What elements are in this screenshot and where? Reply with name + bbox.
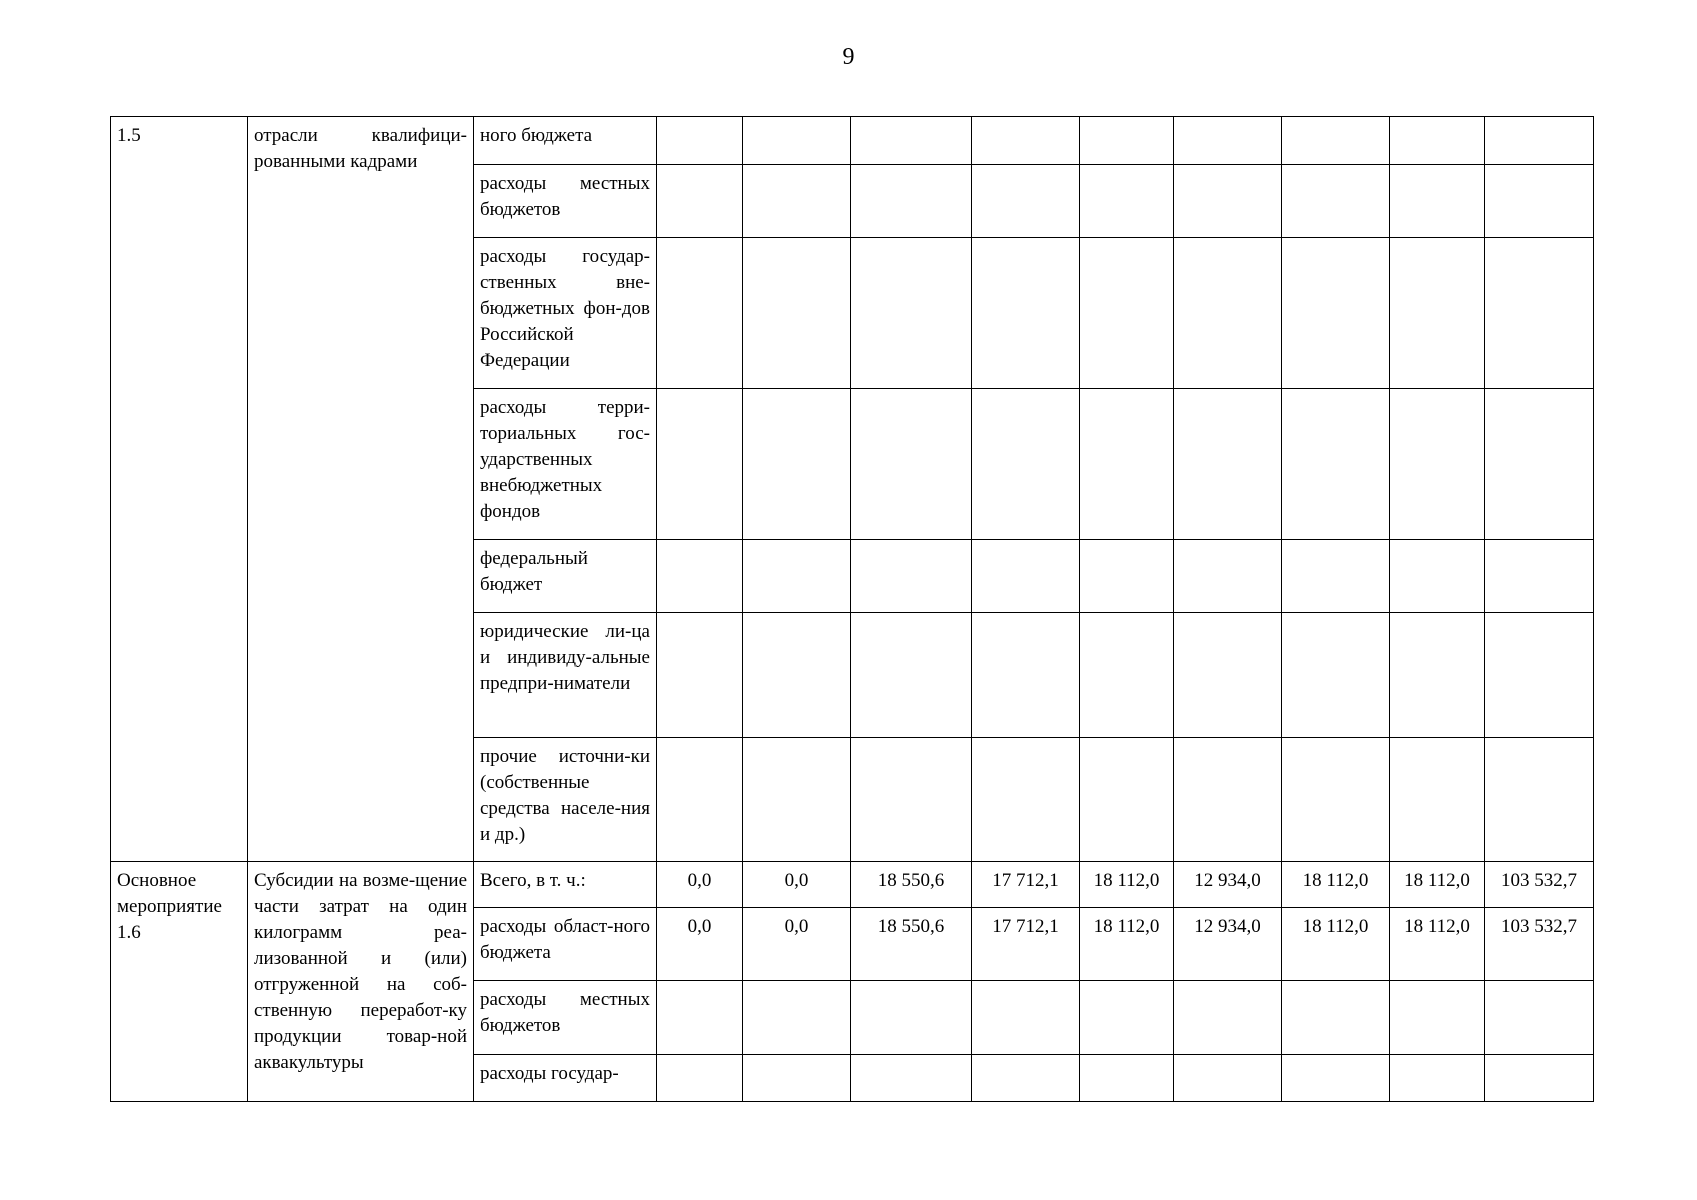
value-cell <box>1174 738 1282 862</box>
value-cell <box>1390 117 1485 165</box>
funding-source-cell: федеральный бюджет <box>474 540 657 613</box>
value-cell <box>1485 1055 1594 1102</box>
value-cell: 18 112,0 <box>1282 862 1390 908</box>
value-cell <box>1080 540 1174 613</box>
value-cell <box>1485 238 1594 389</box>
value-cell <box>972 389 1080 540</box>
value-cell <box>657 117 743 165</box>
value-cell <box>743 238 851 389</box>
value-cell <box>1390 540 1485 613</box>
funding-source-cell: расходы местных бюджетов <box>474 165 657 238</box>
table-row <box>111 862 1594 908</box>
value-cell <box>657 238 743 389</box>
value-cell <box>1174 165 1282 238</box>
value-cell <box>1174 613 1282 738</box>
value-cell <box>1282 389 1390 540</box>
value-cell <box>1080 738 1174 862</box>
value-cell <box>1174 389 1282 540</box>
value-cell: 18 550,6 <box>851 862 972 908</box>
value-cell <box>1282 981 1390 1055</box>
value-cell <box>743 389 851 540</box>
value-cell <box>972 981 1080 1055</box>
value-cell: 0,0 <box>743 862 851 908</box>
value-cell <box>657 389 743 540</box>
value-cell <box>1282 238 1390 389</box>
value-cell <box>851 389 972 540</box>
value-cell: 18 112,0 <box>1390 908 1485 981</box>
value-cell <box>1080 389 1174 540</box>
value-cell <box>1282 738 1390 862</box>
value-cell <box>972 238 1080 389</box>
funding-source-cell: расходы област-ного бюджета <box>474 908 657 981</box>
value-cell <box>657 738 743 862</box>
value-cell <box>1174 238 1282 389</box>
value-cell <box>1390 981 1485 1055</box>
value-cell <box>1485 540 1594 613</box>
funding-source-cell: юридические ли-ца и индивиду-альные предпри-ниматели <box>474 613 657 738</box>
value-cell <box>743 613 851 738</box>
value-cell <box>657 1055 743 1102</box>
value-cell <box>1080 238 1174 389</box>
value-cell <box>1174 981 1282 1055</box>
value-cell: 18 112,0 <box>1080 908 1174 981</box>
value-cell <box>1485 738 1594 862</box>
value-cell: 18 112,0 <box>1080 862 1174 908</box>
value-cell <box>851 613 972 738</box>
value-cell <box>1485 613 1594 738</box>
value-cell <box>972 117 1080 165</box>
value-cell: 0,0 <box>743 908 851 981</box>
value-cell <box>657 165 743 238</box>
funding-source-cell: Всего, в т. ч.: <box>474 862 657 908</box>
value-cell <box>1174 540 1282 613</box>
value-cell <box>851 981 972 1055</box>
value-cell <box>1174 117 1282 165</box>
value-cell <box>851 1055 972 1102</box>
value-cell <box>1390 238 1485 389</box>
value-cell <box>1080 1055 1174 1102</box>
item-number-cell: 1.5 <box>111 117 248 862</box>
value-cell <box>1390 389 1485 540</box>
value-cell <box>851 117 972 165</box>
value-cell <box>972 613 1080 738</box>
value-cell: 17 712,1 <box>972 862 1080 908</box>
value-cell <box>1282 540 1390 613</box>
value-cell <box>1390 1055 1485 1102</box>
page-number: 9 <box>842 44 855 70</box>
funding-source-cell: расходы местных бюджетов <box>474 981 657 1055</box>
value-cell <box>1282 117 1390 165</box>
value-cell: 18 112,0 <box>1390 862 1485 908</box>
funding-source-cell: ного бюджета <box>474 117 657 165</box>
value-cell <box>743 117 851 165</box>
value-cell <box>1390 165 1485 238</box>
value-cell: 12 934,0 <box>1174 908 1282 981</box>
value-cell <box>1390 613 1485 738</box>
value-cell <box>972 738 1080 862</box>
value-cell <box>851 238 972 389</box>
value-cell <box>851 540 972 613</box>
value-cell: 12 934,0 <box>1174 862 1282 908</box>
funding-source-cell: расходы государ- <box>474 1055 657 1102</box>
value-cell: 0,0 <box>657 908 743 981</box>
value-cell: 17 712,1 <box>972 908 1080 981</box>
table-row <box>111 117 1594 165</box>
value-cell: 103 532,7 <box>1485 862 1594 908</box>
value-cell <box>657 540 743 613</box>
item-description-cell: отрасли квалифици-рованными кадрами <box>248 117 474 862</box>
value-cell <box>743 738 851 862</box>
value-cell: 18 112,0 <box>1282 908 1390 981</box>
value-cell <box>743 540 851 613</box>
value-cell: 103 532,7 <box>1485 908 1594 981</box>
budget-table <box>110 116 1594 1102</box>
value-cell: 0,0 <box>657 862 743 908</box>
value-cell <box>1080 165 1174 238</box>
value-cell <box>743 981 851 1055</box>
value-cell <box>1485 165 1594 238</box>
value-cell <box>1080 981 1174 1055</box>
value-cell <box>1080 117 1174 165</box>
value-cell <box>1282 1055 1390 1102</box>
value-cell <box>657 613 743 738</box>
value-cell <box>743 165 851 238</box>
item-number-cell: Основное мероприятие 1.6 <box>111 862 248 1102</box>
value-cell <box>1485 117 1594 165</box>
value-cell <box>1282 165 1390 238</box>
funding-source-cell: прочие источни-ки (собственные средства населе-ния и др.) <box>474 738 657 862</box>
value-cell: 18 550,6 <box>851 908 972 981</box>
value-cell <box>1282 613 1390 738</box>
value-cell <box>1080 613 1174 738</box>
value-cell <box>743 1055 851 1102</box>
value-cell <box>851 738 972 862</box>
value-cell <box>972 165 1080 238</box>
item-description-cell: Субсидии на возме-щение части затрат на один килограмм реа-лизованной и (или) отгруженной на соб-ственную переработ-ку продукции товар-ной аквакультуры <box>248 862 474 1102</box>
value-cell <box>1174 1055 1282 1102</box>
value-cell <box>1485 389 1594 540</box>
funding-source-cell: расходы государ-ственных вне-бюджетных фон-дов Российской Федерации <box>474 238 657 389</box>
value-cell <box>1390 738 1485 862</box>
value-cell <box>1485 981 1594 1055</box>
funding-source-cell: расходы терри-ториальных гос-ударственных внебюджетных фондов <box>474 389 657 540</box>
value-cell <box>972 1055 1080 1102</box>
value-cell <box>851 165 972 238</box>
value-cell <box>972 540 1080 613</box>
value-cell <box>657 981 743 1055</box>
